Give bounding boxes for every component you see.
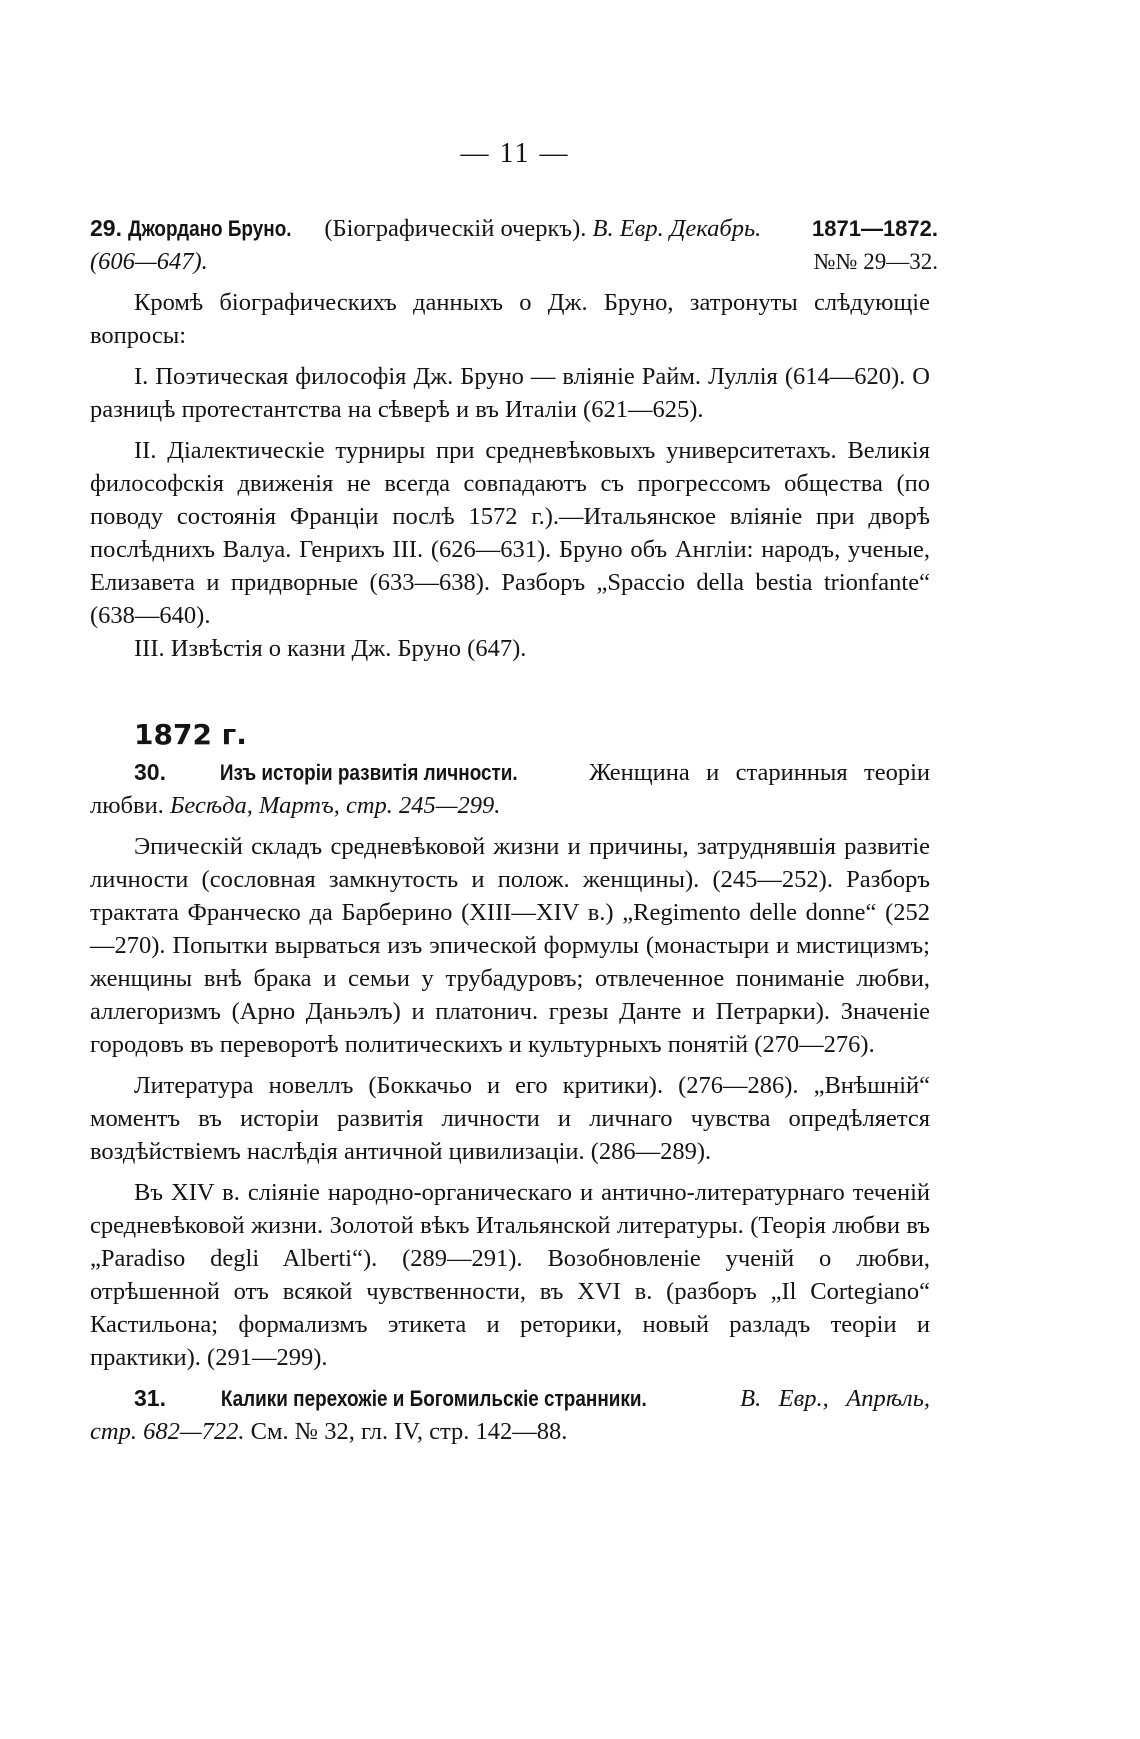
entry-paragraph-1: Эпическій складъ средневѣковой жизни и причины, затруднявшія развитіе личности (сословная замкнутость и полож. женщины). (245—252). Разборъ трактата Франческо да Барберино (XIII—XIV в.) „Regimento delle donne“ (252—270). Попытки вырваться изъ эпической формулы (монастыри и мистицизмъ; женщины внѣ брака и семьи у трубадуровъ; отвлеченное пониманіе любви, аллегоризмъ (Арно Даньэлъ) и платонич. грезы Данте и Петрарки). Значеніе городовъ въ переворотѣ политическихъ и культурныхъ понятій (270—276). bbox=[90, 833, 930, 1058]
entry-pages: (606—647). bbox=[90, 248, 208, 275]
document-page bbox=[90, 0, 1050, 1739]
entry-title: Изъ исторіи развитія личности. bbox=[220, 760, 519, 785]
entry-heading bbox=[90, 212, 930, 245]
year-heading: 1872 г. bbox=[134, 718, 247, 751]
entry-subtitle: Женщина и старинныя теоріи любви. bbox=[90, 759, 931, 819]
entry-part-1: I. Поэтическая философія Дж. Бруно — вліяніе Райм. Луллія (614—620). О разницѣ протестантства на сѣверѣ и въ Италіи (621—625). bbox=[90, 363, 930, 423]
entry-intro: Кромѣ біографическихъ данныхъ о Дж. Бруно, затронуты слѣдующіе вопросы: bbox=[90, 289, 930, 349]
entry-paragraph-3: Въ XIV в. сліяніе народно-органическаго и антично-литературнаго теченій средневѣковой жизни. Золотой вѣкъ Итальянской литературы. (Теорія любви въ „Paradiso degli Alberti“). (289—291). Возобновленіе ученій о любви, отрѣшенной отъ всякой чувственности, въ XVI в. (разборъ „Il Cortegiano“ Кастильона; формализмъ этикета и реторики, новый разладъ теоріи и практики). (291—299). bbox=[90, 1179, 930, 1371]
entry-heading bbox=[90, 756, 930, 822]
entry-number: 29. bbox=[90, 215, 122, 241]
page-number: — 11 — bbox=[460, 138, 570, 169]
entry-title: Калики перехожіе и Богомильскіе странники. bbox=[221, 1386, 648, 1411]
entry-paragraph-2: Литература новеллъ (Боккачьо и его критики). (276—286). „Внѣшній“ моментъ въ исторіи развитія личности и личнаго чувства опредѣляется воздѣйствіемъ наслѣдія античной цивилизаціи. (286—289). bbox=[90, 1072, 930, 1165]
entry-years: 1871—1872. bbox=[812, 216, 938, 241]
bibliography-entry-30 bbox=[90, 756, 930, 1448]
entry-number: 30. bbox=[134, 759, 166, 785]
bibliography-entry-29 bbox=[90, 212, 938, 665]
entry-subtitle: (Біографическій очеркъ). bbox=[324, 215, 587, 242]
entry-title: Джордано Бруно. bbox=[128, 216, 292, 241]
entry-cross-reference: См. № 32, гл. IV, стр. 142—88. bbox=[250, 1418, 568, 1445]
entry-source: Бесѣда, Мартъ, стр. 245—299. bbox=[169, 792, 501, 819]
entry-source: В. Евр. Декабрь. bbox=[592, 215, 762, 242]
entry-part-3: III. Извѣстія о казни Дж. Бруно (647). bbox=[134, 635, 527, 662]
entry-source: В. Евр., Апрѣль, стр. 682—722. bbox=[90, 1385, 930, 1445]
entry-part-2: II. Діалектическіе турниры при средневѣковыхъ университетахъ. Великія философскія движенія не всегда совпадаютъ съ прогрессомъ общества (по поводу состоянія Франціи послѣ 1572 г.).—Итальянское вліяніе при дворѣ послѣднихъ Валуа. Генрихъ III. (626—631). Бруно объ Англіи: народъ, ученые, Елизавета и придворные (633—638). Разборъ „Spaccio della bestia trionfante“ (638—640). bbox=[90, 437, 930, 629]
entry-number: 31. bbox=[134, 1385, 166, 1411]
entry-issues: №№ 29—32. bbox=[813, 249, 938, 274]
entry-31-heading bbox=[90, 1382, 930, 1448]
